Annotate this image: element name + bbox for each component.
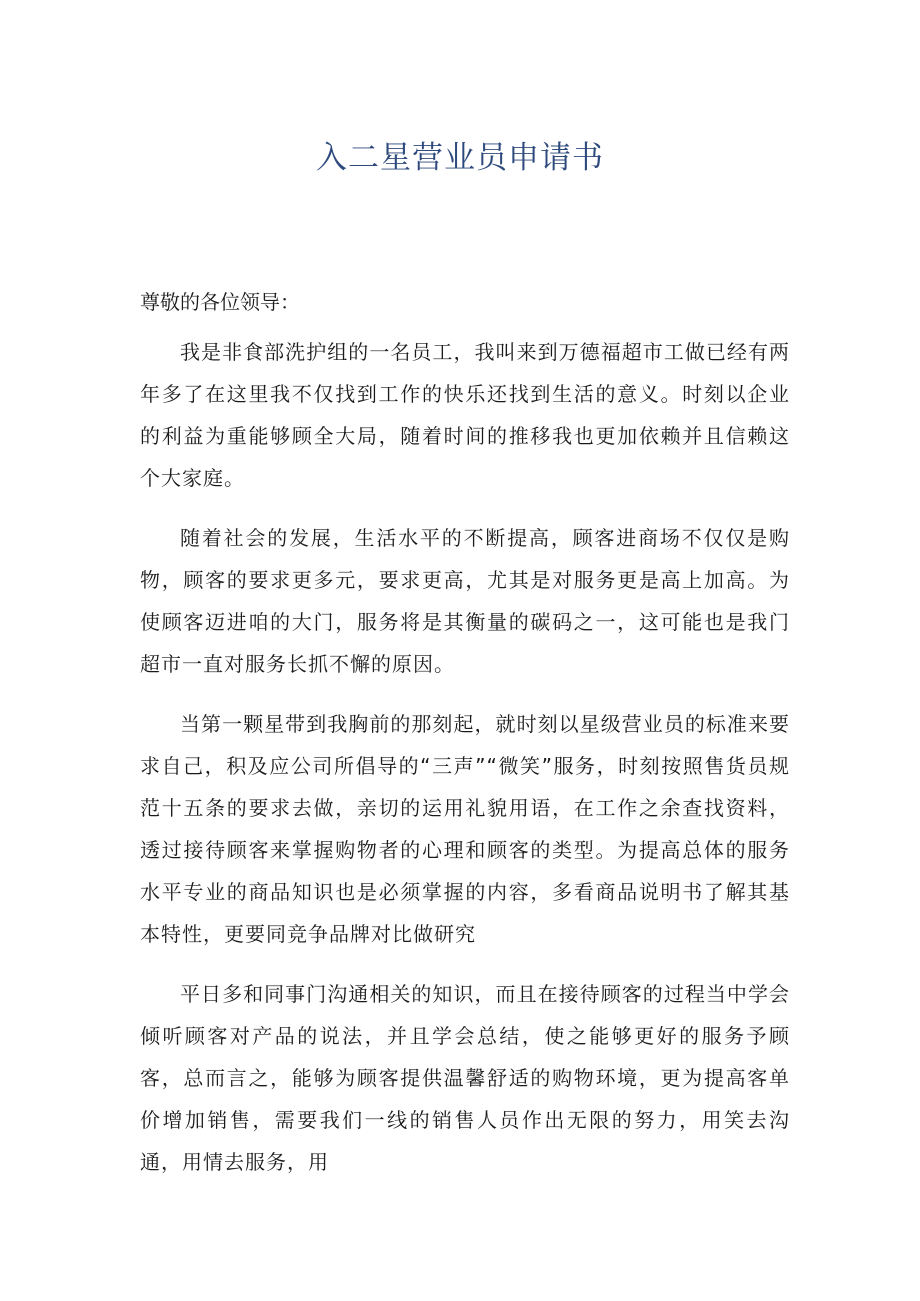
paragraph-3: 当第一颗星带到我胸前的那刻起，就时刻以星级营业员的标准来要求自己，积及应公司所倡导的“三声”“微笑”服务，时刻按照售货员规范十五条的要求去做，亲切的运用礼貌用语，在工作之余查找资料，透过接待顾客来掌握购物者的心理和顾客的类型。为提高总体的服务水平专业的商品知识也是必须掌握的内容，多看商品说明书了解其基本特性，更要同竞争品牌对比做研究 — [140, 712, 790, 946]
paragraph-1: 我是非食部洗护组的一名员工，我叫来到万德福超市工做已经有两年多了在这里我不仅找到工作的快乐还找到生活的意义。时刻以企业的利益为重能够顾全大局，随着时间的推移我也更加依赖并且信赖这个大家庭。 — [140, 340, 790, 490]
salutation: 尊敬的各位领导： — [140, 290, 300, 314]
document-title: 入二星营业员申请书 — [316, 140, 604, 176]
paragraph-2: 随着社会的发展，生活水平的不断提高，顾客进商场不仅仅是购物，顾客的要求更多元，要求更高，尤其是对服务更是高上加高。为使顾客迈进咱的大门，服务将是其衡量的碳码之一，这可能也是我门超市一直对服务长抓不懈的原因。 — [140, 526, 790, 676]
paragraph-4: 平日多和同事门沟通相关的知识，而且在接待顾客的过程当中学会倾听顾客对产品的说法，并且学会总结，使之能够更好的服务予顾客，总而言之，能够为顾客提供温馨舒适的购物环境，更为提高客单价增加销售，需要我们一线的销售人员作出无限的努力，用笑去沟通，用情去服务，用 — [140, 982, 790, 1174]
document-body — [140, 284, 790, 1174]
